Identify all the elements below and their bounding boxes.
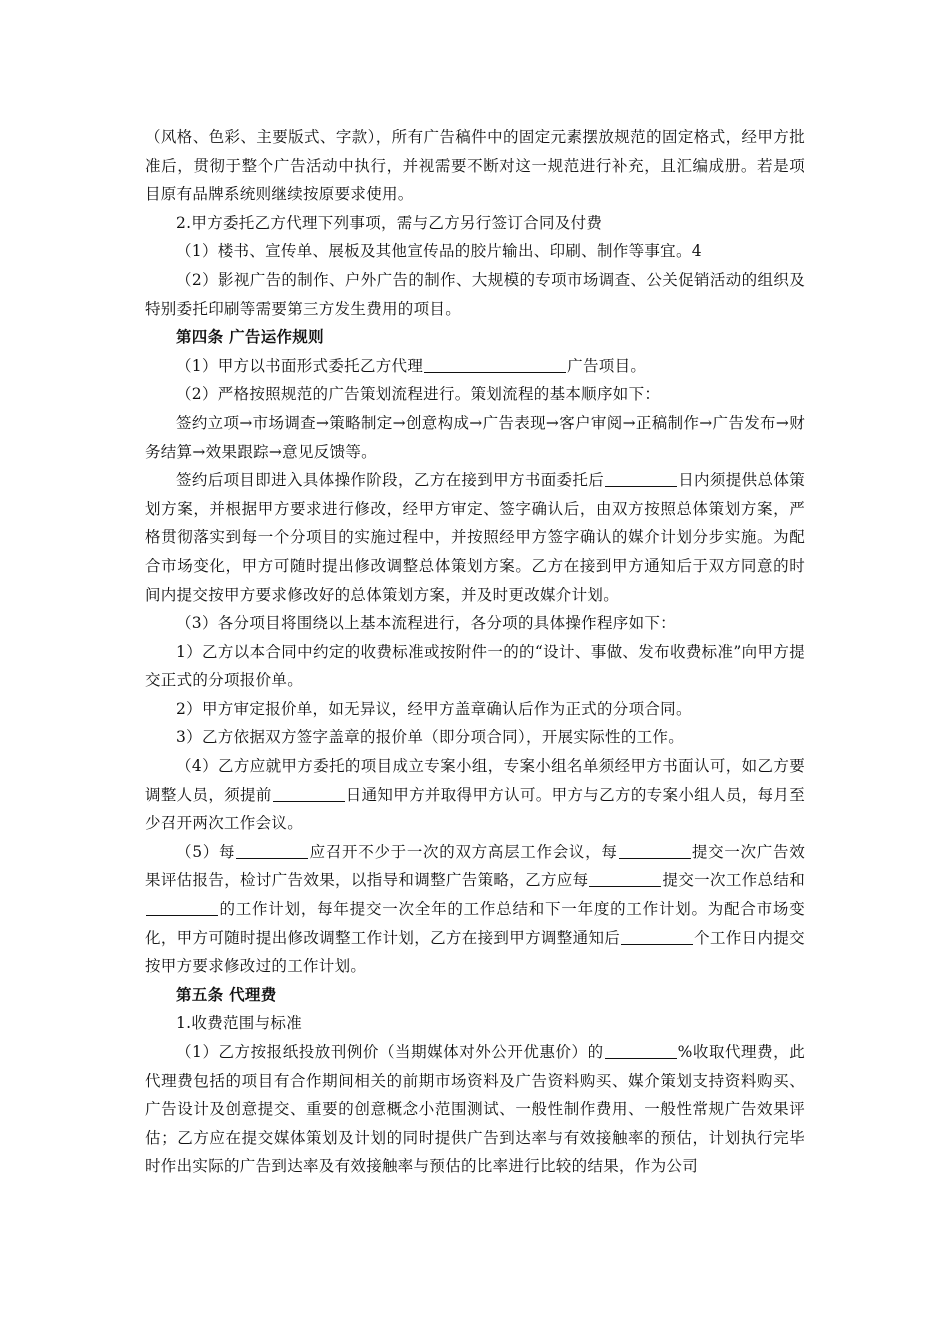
text-segment: 应召开不少于一次的双方高层工作会议，每 [309, 842, 618, 861]
text-segment: 签约后项目即进入具体操作阶段，乙方在接到甲方书面委托后 [176, 471, 605, 490]
text-segment: （4）乙方应就甲方委托的项目成立专案小组，专案小组名单须经甲方书面认可，如乙方要调整人员，须提前 [145, 757, 805, 804]
text-segment: （5）每 [176, 842, 236, 861]
fill-in-blank[interactable] [146, 899, 218, 916]
fill-in-blank[interactable] [589, 870, 661, 887]
paragraph-rule-4 [145, 752, 805, 838]
paragraph-step-3: 3）乙方依据双方签字盖章的报价单（即分项合同），开展实际性的工作。 [176, 728, 685, 747]
text-segment: 广告项目。 [567, 356, 647, 375]
fill-in-blank[interactable] [605, 470, 677, 487]
paragraph-delegated-items: 2.甲方委托乙方代理下列事项，需与乙方另行签订合同及付费 [176, 213, 603, 232]
text-segment: （1）乙方按报纸投放刊例价（当期媒体对外公开优惠价）的 [176, 1043, 604, 1061]
text-segment: 的工作计划，每年提交一次全年的工作总结和下一年度的工作计划。为配合市场变化，甲方可随时提出修改调整工作计划，乙方在接到甲方调整通知后 [145, 900, 805, 947]
text-segment: 提交一次工作总结和 [662, 871, 806, 890]
paragraph-step-2: 2）甲方审定报价单，如无异议，经甲方盖章确认后作为正式的分项合同。 [176, 699, 692, 718]
paragraph-rule-5 [145, 838, 805, 981]
paragraph-step-1: 1）乙方以本合同中约定的收费标准或按附件一的的“设计、事做、发布收费标准”向甲方提交正式的分项报价单。 [145, 642, 805, 690]
paragraph-operation-stage [145, 466, 805, 609]
section-heading-article-4: 第四条 广告运作规则 [176, 327, 324, 347]
paragraph-rule-1 [145, 352, 805, 381]
fill-in-blank[interactable] [424, 356, 566, 373]
fill-in-blank[interactable] [621, 928, 693, 945]
text-segment: （1）甲方以书面形式委托乙方代理 [176, 356, 424, 375]
text-segment: 日内须提供总体策划方案，并根据甲方要求进行修改，经甲方审定、签字确认后，由双方按照总体策划方案，严格贯彻落实到每一个分项目的实施过程中，并按照经甲方签字确认的媒介计划分步实施。为配合市场变化，甲方可随时提出修改调整总体策划方案。乙方在接到甲方通知后于双方同意的时间内提交按甲方要求修改好的总体策划方案，并及时更改媒介计划。 [145, 471, 805, 604]
text-segment: 日通知甲方并取得甲方认可。甲方与乙方的专案小组人员，每月至少召开两次工作会议。 [145, 785, 805, 833]
paragraph-fee-1 [145, 1038, 805, 1181]
fill-in-blank[interactable] [273, 785, 345, 802]
paragraph-brand-spec: （风格、色彩、主要版式、字款），所有广告稿件中的固定元素摆放规范的固定格式，经甲方批准后，贯彻于整个广告活动中执行，并视需要不断对这一规范进行补充，且汇编成册。若是项目原有品牌系统则继续按原要求使用。 [145, 128, 805, 204]
paragraph-rule-3: （3）各分项目将围绕以上基本流程进行，各分项的具体操作程序如下： [176, 614, 676, 633]
paragraph-rule-2: （2）严格按照规范的广告策划流程进行。策划流程的基本顺序如下： [176, 385, 661, 404]
text-segment: %收取代理费，此代理费包括的项目有合作期间相关的前期市场资料及广告资料购买、媒介策划支持资料购买、广告设计及创意提交、重要的创意概念小范围测试、一般性制作费用、一般性常规广告效果评估；乙方应在提交媒体策划及计划的同时提供广告到达率与有效接触率的预估，计划执行完毕时作出实际的广告到达率及有效接触率与预估的比率进行比较的结果，作为公司 [145, 1043, 805, 1176]
fill-in-blank[interactable] [619, 842, 691, 859]
paragraph-fee-scope: 1.收费范围与标准 [176, 1014, 302, 1033]
paragraph-process-flow: 签约立项→市场调查→策略制定→创意构成→广告表现→客户审阅→正稿制作→广告发布→财务结算→效果跟踪→意见反馈等。 [145, 413, 805, 461]
fill-in-blank[interactable] [236, 842, 308, 859]
paragraph-item-2: （2）影视广告的制作、户外广告的制作、大规模的专项市场调查、公关促销活动的组织及特别委托印刷等需要第三方发生费用的项目。 [145, 270, 805, 318]
section-heading-article-5: 第五条 代理费 [176, 984, 277, 1004]
paragraph-item-1: （1）楼书、宣传单、展板及其他宣传品的胶片输出、印刷、制作等事宜。4 [176, 242, 702, 261]
text-segment: 个工作日内提交按甲方要求修改过的工作计划。 [145, 928, 805, 976]
text-segment: 提交一次广告效果评估报告，检讨广告效果，以指导和调整广告策略，乙方应每 [145, 842, 806, 890]
fill-in-blank[interactable] [605, 1042, 677, 1059]
